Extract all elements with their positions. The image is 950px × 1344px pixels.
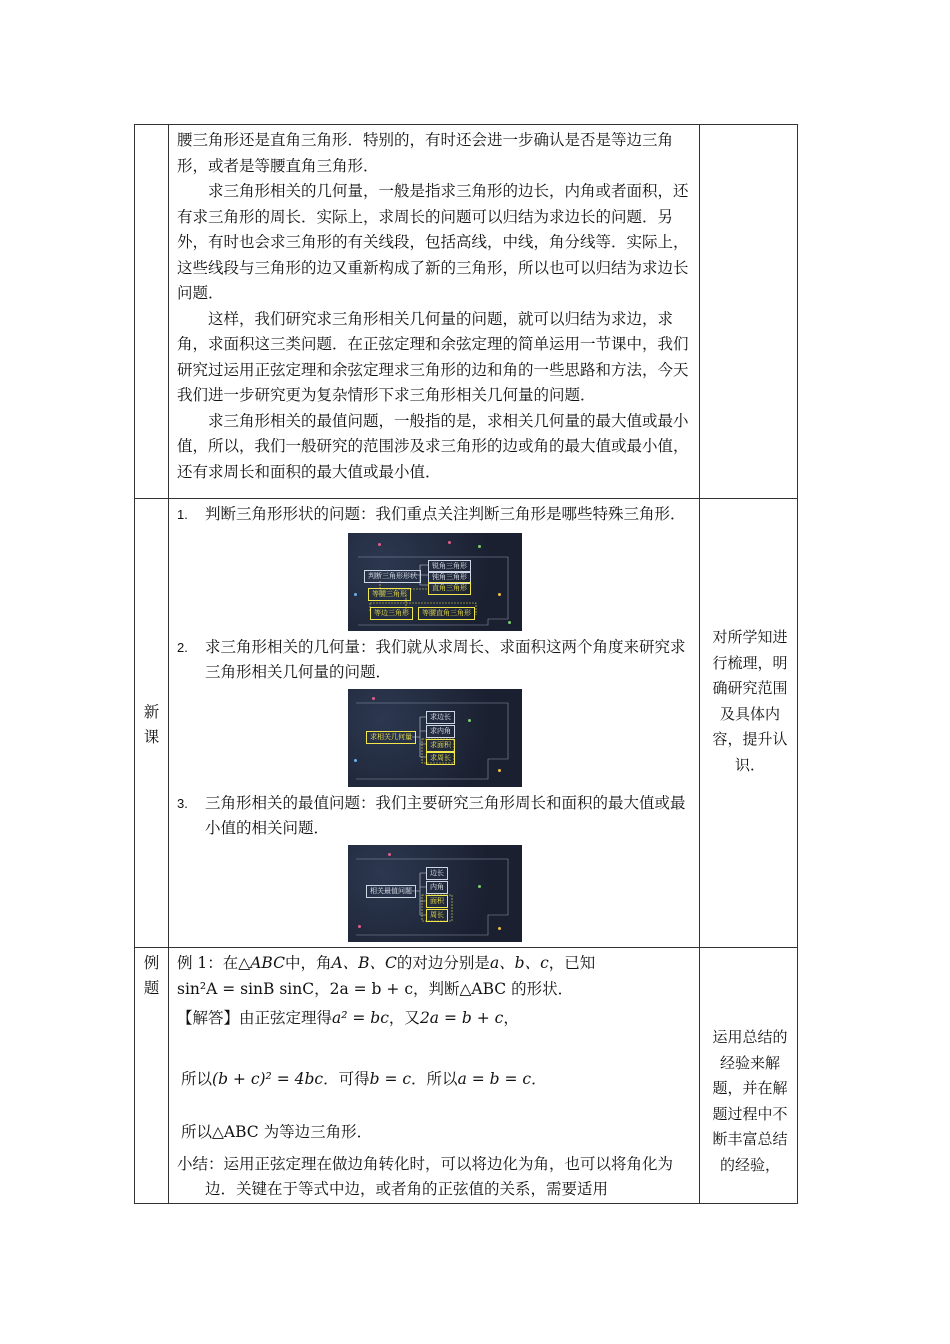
intro-paragraph: 这样，我们研究求三角形相关几何量的问题，就可以归结为求边，求角，求面积这三类问题．在正弦定理和余弦定理的简单运用一节课中，我们研究过运用正弦定理和余弦定理求三角形的边和角的一些思路和方法，今天我们进一步研究更为复杂情形下求三角形相关几何量的问题． bbox=[177, 309, 689, 404]
slide-shape-judgement bbox=[348, 533, 522, 631]
intro-paragraph: 求三角形相关的几何量，一般是指求三角形的边长，内角或者面积，还有求三角形的周长．实际上，求周长的问题可以归结为求边长的问题．另外，有时也会求三角形的有关线段，包括高线，中线，角分线等．实际上，这些线段与三角形的边又重新构成了新的三角形，所以也可以归结为求边长问题． bbox=[177, 182, 689, 302]
new-lesson-content bbox=[177, 502, 693, 942]
slide-node-root: 相关最值问题 bbox=[366, 885, 416, 898]
list-item bbox=[177, 502, 693, 528]
lesson-table bbox=[134, 124, 798, 1204]
list-item bbox=[177, 791, 693, 842]
intro-text bbox=[177, 128, 693, 485]
slide-node-root: 求相关几何量 bbox=[366, 731, 416, 744]
example-problem: 例 1：在△ABC中，角A、B、C的对边分别是a、b、c，已知 bbox=[177, 954, 596, 972]
slide-node: 求面积 bbox=[426, 739, 455, 752]
slide-node: 周长 bbox=[426, 909, 448, 922]
list-text: 求三角形相关的几何量：我们就从求周长、求面积这两个角度来研究求三角形相关几何量的问题． bbox=[205, 637, 686, 681]
solution-line: 【解答】由正弦定理得a² = bc，又2a = b + c， bbox=[177, 1009, 519, 1027]
solution-conclusion: 所以△ABC 为等边三角形． bbox=[181, 1123, 373, 1141]
intro-paragraph: 求三角形相关的最值问题，一般指的是，求相关几何量的最大值或最小值，所以，我们一般研究的范围涉及求三角形的边或角的最大值或最小值，还有求周长和面积的最大值或最小值． bbox=[177, 411, 689, 481]
list-number: 3. bbox=[177, 795, 188, 811]
example-content bbox=[177, 951, 693, 1203]
list-number: 1. bbox=[177, 507, 188, 522]
slide-node-root: 判断三角形形状 bbox=[364, 570, 421, 583]
list-number: 2. bbox=[177, 639, 188, 655]
new-lesson-note: 对所学知进行梳理，明确研究范围及具体内容，提升认识． bbox=[712, 628, 788, 774]
slide-node: 求边长 bbox=[426, 711, 455, 724]
example-note: 运用总结的经验来解题，并在解题过程中不断丰富总结的经验， bbox=[712, 1028, 788, 1174]
slide-extreme-values bbox=[348, 845, 522, 942]
slide-node: 面积 bbox=[426, 895, 448, 908]
slide-node: 内角 bbox=[426, 881, 448, 894]
intro-paragraph: 腰三角形还是直角三角形．特别的，有时还会进一步确认是否是等边三角形，或者是等腰直角三角形． bbox=[177, 131, 674, 175]
example-summary: 小结：运用正弦定理在做边角转化时，可以将边化为角，也可以将角化为边．关键在于等式中边，或者角的正弦值的关系，需要适用 bbox=[177, 1154, 674, 1198]
slide-node: 直角三角形 bbox=[428, 582, 471, 595]
list-text: 三角形相关的最值问题：我们主要研究三角形周长和面积的最大值或最小值的相关问题． bbox=[205, 793, 686, 837]
slide-node: 锐角三角形 bbox=[428, 560, 471, 573]
row-divider bbox=[135, 498, 797, 499]
slide-node: 等边三角形 bbox=[370, 607, 413, 620]
solution-line: 所以(b + c)² = 4bc．可得b = c．所以a = b = c． bbox=[181, 1069, 547, 1088]
list-text: 判断三角形形状的问题：我们重点关注判断三角形是哪些特殊三角形． bbox=[205, 505, 686, 523]
slide-node: 等腰直角三角形 bbox=[418, 607, 475, 620]
example-given: sin²A = sinB sinC，2a = b + c，判断△ABC 的形状． bbox=[177, 979, 574, 998]
column-divider bbox=[168, 125, 169, 1203]
slide-geometric-quantities bbox=[348, 689, 522, 787]
slide-node: 边长 bbox=[426, 867, 448, 880]
list-item bbox=[177, 635, 693, 686]
slide-node: 求周长 bbox=[426, 752, 455, 765]
slide-node: 钝角三角形 bbox=[428, 571, 471, 584]
column-divider bbox=[699, 125, 700, 1203]
example-label: 例题 bbox=[143, 954, 160, 997]
new-lesson-label: 新课 bbox=[143, 703, 160, 746]
slide-node: 等腰三角形 bbox=[368, 588, 411, 601]
row-divider bbox=[135, 947, 797, 948]
slide-node: 求内角 bbox=[426, 725, 455, 738]
